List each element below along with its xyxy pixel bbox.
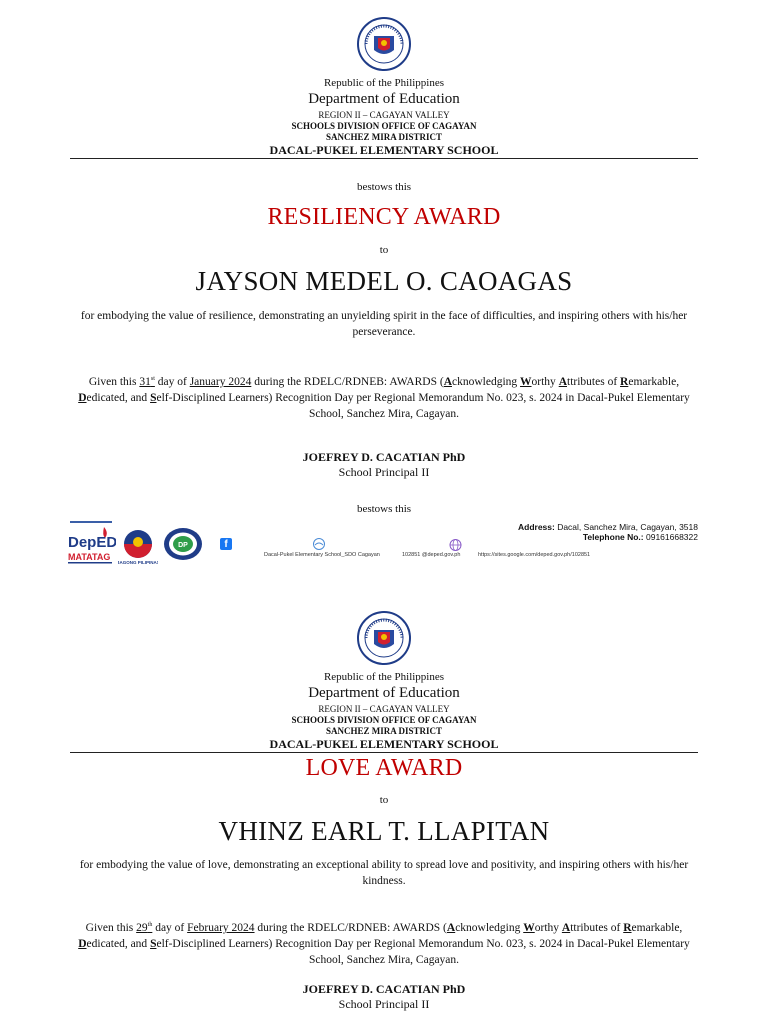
header-divider [70,752,698,753]
district-line: SANCHEZ MIRA DISTRICT [325,132,443,142]
to-text: to [379,794,389,806]
letterhead-footer [0,518,768,568]
email-text[interactable]: 102851 @deped.gov.ph [402,552,461,558]
bagong-pilipinas-logo [118,528,158,568]
given-paragraph: Given this 29th day of February 2024 during the RDELC/RDNEB: AWARDS (Acknowledging Worthy Attributes of Remarkable, Dedicated, and Self-Disciplined Learners) Recognition Day per Regional Memorandum No. 023, s. 2024 in Dacal-Pukel Elementary School, Sanchez Mira, Cagayan. [78,921,690,966]
district-line: SANCHEZ MIRA DISTRICT [325,726,443,736]
division-line: SCHOOLS DIVISION OFFICE OF CAGAYAN [291,715,477,725]
republic-line: Republic of the Philippines [323,671,445,683]
contact-block [398,522,698,542]
address-line: Address: Dacal, Sanchez Mira, Cagayan, 3518 [517,522,698,532]
deped-seal-icon [356,16,412,72]
award-title: LOVE AWARD [305,755,463,781]
signatory-title: School Principal II [338,465,430,479]
deped-matatag-logo [68,525,116,565]
recipient-name: JAYSON MEDEL O. CAOAGAS [195,266,573,296]
footer-accent-line [70,521,112,523]
award-citation: for embodying the value of love, demonstrating an exceptional ability to spread love and positivity, and inspiring others with his/her kindness. [79,859,689,887]
trailing-bestows-text: bestows this [356,503,412,515]
deped-flame-icon [68,525,116,565]
facebook-page-icon [312,538,326,550]
svg-text:MATATAG: MATATAG [68,552,111,562]
svg-text:DepED: DepED [68,534,116,551]
facebook-icon[interactable]: f [220,538,232,550]
header-divider [70,158,698,159]
svg-text:DP: DP [178,542,188,549]
website-text[interactable]: https://sites.google.com/deped.gov.ph/102851 [478,552,591,558]
department-line: Department of Education [308,91,460,107]
region-line: REGION II – CAGAYAN VALLEY [318,110,450,120]
division-line: SCHOOLS DIVISION OFFICE OF CAGAYAN [291,121,477,131]
signatory-name: JOEFREY D. CACATIAN PhD [302,450,466,464]
bestows-text: bestows this [356,181,412,193]
school-logo-icon [163,527,203,561]
award-citation: for embodying the value of resilience, demonstrating an unyielding spirit in the face of difficulties, and inspiring others with his/her perseverance. [80,310,688,338]
department-line: Department of Education [308,685,460,701]
award-title: RESILIENCY AWARD [267,204,501,230]
recipient-name: VHINZ EARL T. LLAPITAN [218,816,550,846]
telephone-line: Telephone No.: 09161668322 [582,532,698,542]
school-name: DACAL-PUKEL ELEMENTARY SCHOOL [269,143,499,157]
to-text: to [379,244,389,256]
signatory-title: School Principal II [338,997,430,1011]
signatory-name: JOEFREY D. CACATIAN PhD [302,982,466,996]
certificate-page-2 [0,595,768,1024]
bagong-pilipinas-icon [118,528,158,568]
svg-text:BAGONG PILIPINAS: BAGONG PILIPINAS [118,560,158,565]
deped-seal-icon [356,610,412,666]
region-line: REGION II – CAGAYAN VALLEY [318,704,450,714]
given-paragraph: Given this 31st day of January 2024 during the RDELC/RDNEB: AWARDS (Acknowledging Worthy Attributes of Remarkable, Dedicated, and Self-Disciplined Learners) Recognition Day per Regional Memorandum No. 023, s. 2024 in Dacal-Pukel Elementary School, Sanchez Mira, Cagayan. [78,375,690,420]
school-name: DACAL-PUKEL ELEMENTARY SCHOOL [269,737,499,751]
facebook-page-text[interactable]: Dacal-Pukel Elementary School_SDO Cagayan [264,552,380,558]
republic-line: Republic of the Philippines [323,77,445,89]
